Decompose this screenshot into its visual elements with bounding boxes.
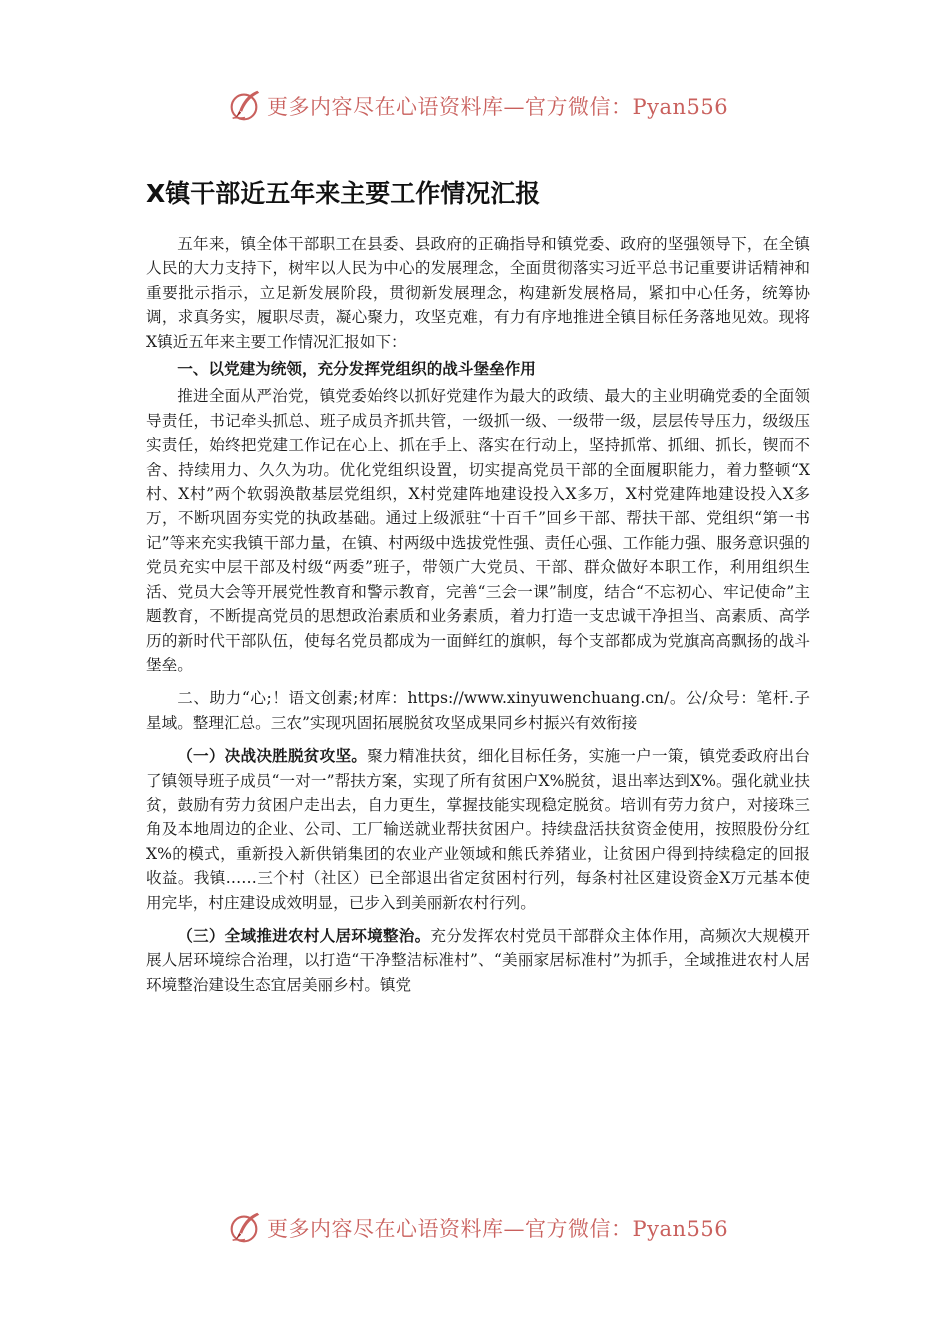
subsection1-body: 聚力精准扶贫，细化目标任务，实施一户一策，镇党委政府出台了镇领导班子成员“一对一”帮扶方案，实现了所有贫困户X%脱贫，退出率达到X%。强化就业扶贫，鼓励有劳力贫困户走出去，自力更生，掌握技能实现稳定脱贫。培训有劳力贫户，对接珠三角及本地周边的企业、公司、工厂输送就业帮扶贫困户。持续盘活扶贫资金使用，按照股份分红X%的模式，重新投入新供销集团的农业产业领域和熊氏养猪业，让贫困户得到持续稳定的回报收益。我镇……三个村（社区）已全部退出省定贫困村行列，每条村社区建设资金X万元基本使用完毕，村庄建设成效明显，已步入到美丽新农村行列。: [146, 747, 810, 912]
header-banner: [225, 84, 745, 128]
subsection1-heading: （一）决战决胜脱贫攻坚。: [177, 747, 368, 766]
intro-paragraph: 五年来，镇全体干部职工在县委、县政府的正确指导和镇党委、政府的坚强领导下，在全镇人民的大力支持下，树牢以人民为中心的发展理念，全面贯彻落实习近平总书记重要讲话精神和重要批示指示，立足新发展阶段，贯彻新发展理念，构建新发展格局，紧扣中心任务，统筹协调，求真务实，履职尽责，凝心聚力，攻坚克难，有力有序地推进全镇目标任务落地见效。现将X镇近五年来主要工作情况汇报如下：: [146, 235, 810, 351]
footer-banner: [225, 1206, 745, 1250]
subsection1-paragraph: [146, 744, 810, 915]
quill-pen-logo-icon: [225, 87, 263, 125]
header-banner-text: 更多内容尽在心语资料库—官方微信：Pyan556: [267, 95, 729, 119]
subsection3-body: 充分发挥农村党员干部群众主体作用，高频次大规模开展人居环境综合治理，以打造“干净整洁标准村”、“美丽家居标准村”为抓手，全域推进农村人居环境整治建设生态宜居美丽乡村。镇党: [146, 926, 810, 994]
subsection3-paragraph: [146, 924, 810, 997]
section2-heading: 二、助力“心;！语文创素;材库：https://www.xinyuwenchuang.cn/。公/众号：笔杆.子星域。整理汇总。三农”实现巩固拓展脱贫攻坚成果同乡村振兴有效衔接: [146, 689, 810, 732]
section1-heading: 一、以党建为统领，充分发挥党组织的战斗堡垒作用: [177, 360, 536, 379]
section1-paragraph: 推进全面从严治党，镇党委始终以抓好党建作为最大的政绩、最大的主业明确党委的全面领导责任，书记牵头抓总、班子成员齐抓共管，一级抓一级、一级带一级，层层传导压力，级级压实责任，始终把党建工作记在心上、抓在手上、落实在行动上，坚持抓常、抓细、抓长，锲而不舍、持续用力、久久为功。优化党组织设置，切实提高党员干部的全面履职能力，着力整顿“X村、X村”两个软弱涣散基层党组织，X村党建阵地建设投入X多万，X村党建阵地建设投入X多万，不断巩固夯实党的执政基础。通过上级派驻“十百千”回乡干部、帮扶干部、党组织“第一书记”等来充实我镇干部力量，在镇、村两级中选拔党性强、责任心强、工作能力强、服务意识强的党员充实中层干部及村级“两委”班子，带领广大党员、干部、群众做好本职工作，利用组织生活、党员大会等开展党性教育和警示教育，完善“三会一课”制度，结合“不忘初心、牢记使命”主题教育，不断提高党员的思想政治素质和业务素质，着力打造一支忠诚干净担当、高素质、高学历的新时代干部队伍，使每名党员都成为一面鲜红的旗帜，每个支部都成为党旗高高飘扬的战斗堡垒。: [146, 387, 810, 674]
quill-pen-logo-icon: [225, 1209, 263, 1247]
document-body: [146, 232, 810, 997]
document-title: X镇干部近五年来主要工作情况汇报: [146, 179, 541, 208]
footer-banner-text: 更多内容尽在心语资料库—官方微信：Pyan556: [267, 1217, 729, 1241]
subsection3-heading: （三）全域推进农村人居环境整治。: [177, 926, 431, 945]
